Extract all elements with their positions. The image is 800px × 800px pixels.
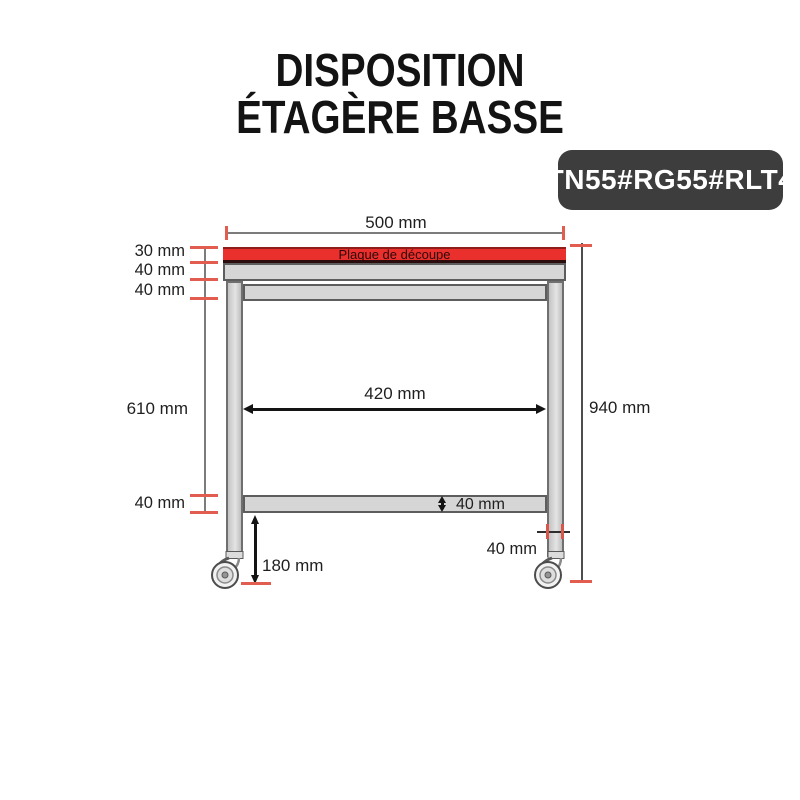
dim-tick-leg-left xyxy=(546,524,549,539)
dim-line-leg-width xyxy=(537,531,570,533)
table-leg-right xyxy=(547,281,564,557)
dim-label-upper-shelf-thickness: 40 mm xyxy=(134,281,185,299)
dim-label-top-width: 500 mm xyxy=(365,213,427,232)
page-title-line1: DISPOSITION xyxy=(275,44,525,96)
dim-label-plaque-thickness: 30 mm xyxy=(134,242,185,260)
cutting-plate xyxy=(223,247,566,263)
dim-label-lower-shelf-thickness: 40 mm xyxy=(456,496,505,513)
dim-label-ground-clearance: 180 mm xyxy=(262,556,324,575)
dim-tick-left-6 xyxy=(190,511,218,514)
page-title xyxy=(0,44,800,143)
caster-wheel-right-icon xyxy=(529,551,573,593)
dim-tick-height-top xyxy=(570,244,592,247)
dim-label-mid-height: 610 mm xyxy=(126,399,188,418)
caster-wheel-left-icon xyxy=(206,551,250,593)
dim-tick-left-2 xyxy=(190,261,218,264)
arrowhead-inner-left-icon xyxy=(243,404,253,414)
dim-tick-left-3 xyxy=(190,278,218,281)
dim-tick-leg-right xyxy=(561,524,564,539)
reference-badge-label: TN55#RG55#RLT4 xyxy=(546,164,795,195)
arrowhead-shelf-down-icon xyxy=(438,505,446,512)
dim-label-tabletop-thickness: 40 mm xyxy=(134,261,185,279)
dim-arrow-clearance xyxy=(254,522,257,577)
dim-tick-left-1 xyxy=(190,246,218,249)
dim-line-left-chain xyxy=(204,247,206,512)
dim-tick-left-4 xyxy=(190,297,218,300)
cutting-plate-label: Plaque de découpe xyxy=(338,247,451,262)
dim-label-leg-width: 40 mm xyxy=(486,540,537,558)
dim-tick-height-bottom xyxy=(570,580,592,583)
page-title-line2: ÉTAGÈRE BASSE xyxy=(236,91,564,143)
table-leg-left xyxy=(226,281,243,557)
arrowhead-inner-right-icon xyxy=(536,404,546,414)
upper-shelf xyxy=(243,284,547,301)
dim-label-lower-shelf-left: 40 mm xyxy=(134,494,185,512)
reference-badge xyxy=(546,150,795,210)
dim-label-inner-width: 420 mm xyxy=(364,384,426,403)
tabletop xyxy=(223,263,566,281)
dim-tick-left-5 xyxy=(190,494,218,497)
dim-tick-top-right xyxy=(562,226,565,240)
dim-tick-top-left xyxy=(225,226,228,240)
dim-arrow-inner-width xyxy=(253,408,537,411)
dim-label-total-height: 940 mm xyxy=(589,398,651,417)
dim-line-top-width xyxy=(227,232,565,234)
dim-line-total-height xyxy=(581,243,583,583)
